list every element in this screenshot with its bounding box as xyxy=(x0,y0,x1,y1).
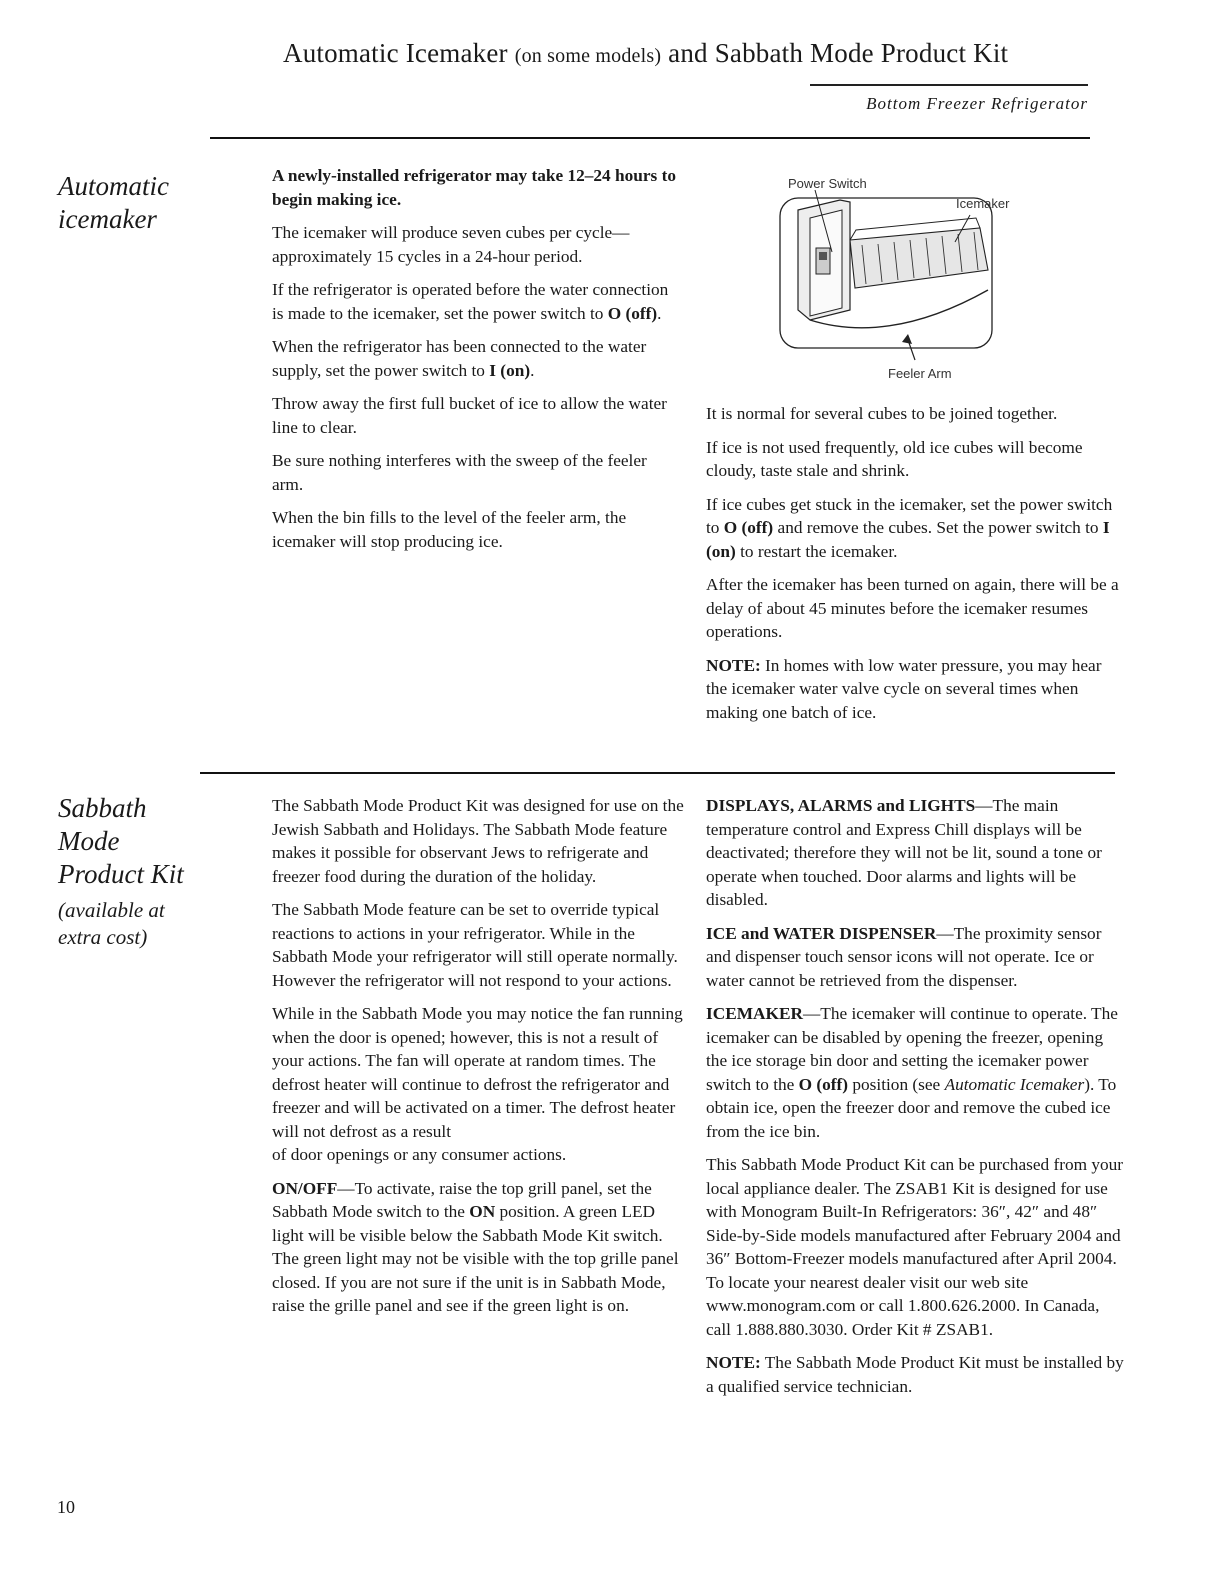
note-label: NOTE: xyxy=(706,655,761,675)
off-label: O (off) xyxy=(798,1074,849,1094)
title-part: and Sabbath Mode Product Kit xyxy=(661,38,1009,68)
off-label: O (off) xyxy=(607,303,658,323)
paragraph: After the icemaker has been turned on again, there will be a delay of about 45 minutes before the icemaker resumes operations. xyxy=(706,575,1119,641)
on-label: ON xyxy=(469,1202,496,1221)
section-divider xyxy=(210,137,1090,139)
section-heading-sabbath xyxy=(58,792,184,951)
paragraph: Throw away the first full bucket of ice to allow the water line to clear. xyxy=(272,394,667,437)
header-rule xyxy=(810,84,1088,86)
term: ICE and WATER DISPENSER xyxy=(706,923,937,943)
text: The Sabbath Mode Product Kit must be installed by a qualified service technician. xyxy=(706,1353,1124,1396)
paragraph: If ice is not used frequently, old ice cubes will become cloudy, taste stale and shrink. xyxy=(706,437,1083,480)
paragraph: This Sabbath Mode Product Kit can be purchased from your local appliance dealer. The ZSAB1 Kit is designed for use with Monogram Built-In Refrigerators: 36″, 42″ and 48″ Side-by-Side models manufactured after February 2004 and 36″ Bottom-Freezer models manufactured after April 2004. To locate your nearest dealer visit our web site www.monogram.com or call 1.800.626.2000. In Canada, call 1.888.880.3030. Order Kit # ZSAB1. xyxy=(706,1155,1124,1339)
paragraph: Be sure nothing interferes with the sweep of the feeler arm. xyxy=(272,451,647,494)
paragraph xyxy=(272,335,682,382)
paragraph xyxy=(706,922,1126,993)
text: to restart the icemaker. xyxy=(735,541,898,561)
paragraph: While in the Sabbath Mode you may notice the fan running when the door is opened; however, this is not a result of your actions. The fan will operate at random times. The defrost heater will continue to defrost the refrigerator and freezer and will be activated on a timer. The defrost heater will not defrost as a result xyxy=(272,1004,683,1141)
heading-line: Mode xyxy=(58,826,120,856)
paragraph: The Sabbath Mode Product Kit was designed for use on the Jewish Sabbath and Holidays. The Sabbath Mode feature makes it possible for observant Jews to refrigerate and freezer food during the duration of the holiday. xyxy=(272,796,684,886)
heading-line: Sabbath xyxy=(58,793,147,823)
page-title xyxy=(283,38,1008,69)
icemaker-figure xyxy=(770,170,1030,385)
term: ICEMAKER xyxy=(706,1004,803,1023)
note-paragraph xyxy=(706,654,1126,725)
icemaker-left-column xyxy=(272,164,682,563)
lead-paragraph: A newly-installed refrigerator may take 12–24 hours to begin making ice. xyxy=(272,166,676,209)
off-label: O (off) xyxy=(723,518,774,537)
sabbath-right-column xyxy=(706,794,1126,1408)
sabbath-left-column xyxy=(272,794,687,1328)
heading-subline: (available at xyxy=(58,898,165,922)
text: —To activate, raise the top grill panel, set the Sabbath Mode switch to the xyxy=(272,1178,652,1221)
cross-reference: Automatic Icemaker xyxy=(944,1074,1085,1094)
paragraph xyxy=(272,278,682,325)
paragraph xyxy=(272,1177,687,1318)
heading-line: icemaker xyxy=(58,204,157,234)
term: ON/OFF xyxy=(272,1178,338,1198)
note-label: NOTE: xyxy=(706,1353,761,1372)
on-label: I (on) xyxy=(706,518,1110,561)
text: —The proximity sensor and dispenser touch sensor icons will not operate. Ice or water cannot be retrieved from the dispenser. xyxy=(706,923,1102,990)
paragraph: When the bin fills to the level of the feeler arm, the icemaker will stop producing ice. xyxy=(272,508,627,551)
title-part: Automatic Icemaker xyxy=(283,38,515,68)
paragraph: It is normal for several cubes to be joined together. xyxy=(706,404,1058,423)
text: . xyxy=(530,360,535,380)
label-icemaker: Icemaker xyxy=(956,196,1010,211)
title-qualifier: (on some models) xyxy=(514,45,662,67)
icemaker-right-column xyxy=(706,402,1126,734)
heading-line: Product Kit xyxy=(58,859,184,889)
text: position. A green LED light will be visible below the Sabbath Mode Kit switch. The green light may not be visible with the top grille panel closed. If you are not sure if the unit is in Sabbath Mode, raise the grille panel and see if the green light is on. xyxy=(272,1202,679,1315)
paragraph: The icemaker will produce seven cubes per cycle—approximately 15 cycles in a 24-hour period. xyxy=(272,223,630,266)
text: In homes with low water pressure, you may hear the icemaker water valve cycle on several times when making one batch of ice. xyxy=(706,655,1102,722)
heading-line: Automatic xyxy=(58,171,169,201)
text: . xyxy=(657,303,662,323)
text: position (see xyxy=(848,1074,945,1094)
text: If the refrigerator is operated before the water connection is made to the icemaker, set the power switch to xyxy=(272,280,669,323)
note-paragraph xyxy=(706,1351,1126,1398)
text: —The main temperature control and Express Chill displays will be deactivated; therefore they will not be lit, sound a tone or operate when touched. Door alarms and lights will be disabled. xyxy=(706,796,1102,909)
term: DISPLAYS, ALARMS and LIGHTS xyxy=(706,796,976,815)
paragraph xyxy=(706,493,1126,564)
section-heading-icemaker xyxy=(58,170,169,236)
paragraph xyxy=(706,1002,1126,1143)
text: When the refrigerator has been connected to the water supply, set the power switch to xyxy=(272,337,647,380)
on-label: I (on) xyxy=(489,360,531,380)
paragraph xyxy=(706,794,1126,912)
label-feeler-arm: Feeler Arm xyxy=(888,366,952,381)
text: and remove the cubes. Set the power switch to xyxy=(773,518,1103,537)
label-power-switch: Power Switch xyxy=(788,176,867,191)
section-divider xyxy=(200,772,1115,774)
page-number: 10 xyxy=(57,1497,75,1517)
paragraph: of door openings or any consumer actions. xyxy=(272,1145,567,1164)
heading-subline: extra cost) xyxy=(58,925,148,949)
paragraph: The Sabbath Mode feature can be set to override typical reactions to actions in your refrigerator. While in the Sabbath Mode your refrigerator will still operate normally. However the refrigerator will not respond to your actions. xyxy=(272,900,678,990)
text: ). To obtain ice, open the freezer door and remove the cubed ice from the ice bin. xyxy=(706,1074,1117,1141)
text: —The icemaker will continue to operate. The icemaker can be disabled by opening the freezer, opening the ice storage bin door and setting the icemaker power switch to the xyxy=(706,1004,1118,1094)
text: If ice cubes get stuck in the icemaker, set the power switch to xyxy=(706,494,1113,537)
page-subtitle: Bottom Freezer Refrigerator xyxy=(866,94,1088,113)
